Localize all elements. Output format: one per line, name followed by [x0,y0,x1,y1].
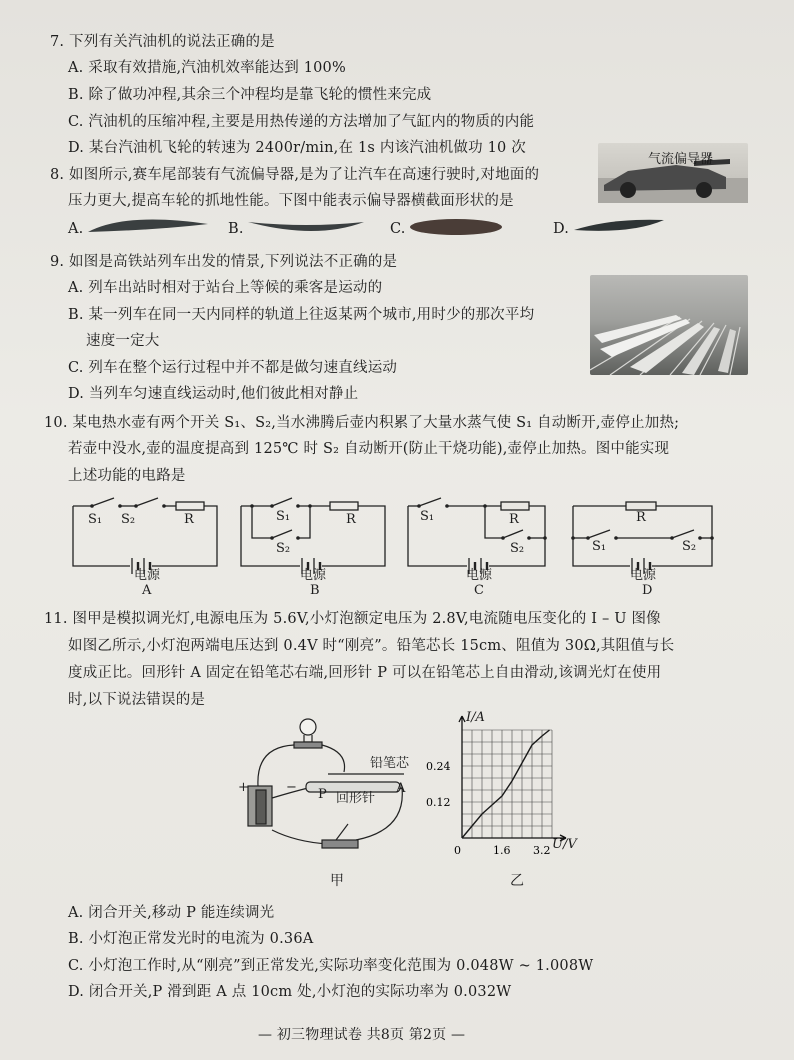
q8-option-b: B. [228,221,244,237]
q9-option-b-line2: 速度一定大 [86,333,160,349]
circuit-a-r: R [184,512,194,527]
q9-option-a: A. 列车出站时相对于站台上等候的乘客是运动的 [68,280,383,296]
q7-option-d: D. 某台汽油机飞轮的转速为 2400r/min,在 1s 内该汽油机做功 10 次 [68,140,526,156]
fig-plus-label: + [238,780,249,795]
circuit-d-s1: S₁ [592,539,607,554]
circuit-c-s1: S₁ [420,509,435,524]
circuit-d-source: 电源 [630,568,657,583]
fig-p-label: P [318,787,327,802]
airfoil-d-icon [572,216,667,238]
q7-option-a: A. 采取有效措施,汽油机效率能达到 100% [68,60,346,76]
x-tick-label: 1.6 [493,844,511,857]
spoiler-label: 气流偏导器 [648,152,714,167]
q7-stem: 7. 下列有关汽油机的说法正确的是 [50,34,275,50]
q8-stem-2: 压力更大,提高车轮的抓地性能。下图中能表示偏导器横截面形状的是 [68,193,514,209]
circuit-c-label: C [474,583,484,598]
q7-option-c: C. 汽油机的压缩冲程,主要是用热传递的方法增加了气缸内的物质的内能 [68,114,535,130]
q11-option-a: A. 闭合开关,移动 P 能连续调光 [68,905,275,921]
airfoil-a-icon [86,216,211,238]
x-tick-label: 3.2 [533,844,551,857]
q9-option-d: D. 当列车匀速直线运动时,他们彼此相对静止 [68,386,359,402]
q8-option-d: D. [553,221,570,237]
circuit-d-label: D [642,583,653,598]
circuit-a-source: 电源 [134,568,161,583]
fig-minus-label: − [286,780,297,795]
q7-option-b: B. 除了做功冲程,其余三个冲程均是靠飞轮的惯性来完成 [68,87,432,103]
fig-jia-label: 甲 [330,873,344,889]
q11-stem-4: 时,以下说法错误的是 [68,692,206,708]
circuit-a-label: A [142,583,152,598]
page-footer: — 初三物理试卷 共8页 第2页 — [258,1027,466,1043]
y-tick-label: 0.24 [426,760,451,773]
chart-y-label: I/A [466,710,485,725]
circuit-d-r: R [636,510,646,525]
chart-x-label: U/V [552,837,577,852]
airfoil-b-icon [246,216,366,238]
q11-stem-1: 11. 图甲是模拟调光灯,电源电压为 5.6V,小灯泡额定电压为 2.8V,电流随电压变化的 I – U 图像 [44,611,661,627]
q11-option-c: C. 小灯泡工作时,从“刚亮”到正常发光,实际功率变化范围为 0.048W ~ 1.008W [68,958,594,974]
q9-stem: 9. 如图是高铁站列车出发的情景,下列说法不正确的是 [50,254,398,270]
fig-yi-label: 乙 [510,873,524,889]
q11-stem-3: 度成正比。回形针 A 固定在铅笔芯右端,回形针 P 可以在铅笔芯上自由滑动,该调光灯在使用 [68,665,662,681]
fig-a-label: A [396,781,406,796]
fig-clip-label: 回形针 [336,791,376,806]
circuit-a-s2: S₂ [121,512,136,527]
circuit-c-s2: S₂ [510,541,525,556]
circuit-c-r: R [509,512,519,527]
train-icon [590,275,748,375]
dimmer-circuit-figure [236,712,414,860]
train-station-photo [590,275,748,375]
circuit-b-s2: S₂ [276,541,291,556]
fig-pencil-label: 铅笔芯 [370,756,410,771]
circuit-b-source: 电源 [300,568,327,583]
q11-option-d: D. 闭合开关,P 滑到距 A 点 10cm 处,小灯泡的实际功率为 0.032W [68,984,512,1000]
q11-stem-2: 如图乙所示,小灯泡两端电压达到 0.4V 时“刚亮”。铅笔芯长 15cm、阻值为 30Ω,其阻值与长 [68,638,675,654]
circuit-c-source: 电源 [466,568,493,583]
q8-option-a: A. [68,221,84,237]
airfoil-c-icon [406,216,506,238]
iu-curve [462,730,550,838]
q8-option-c: C. [390,221,406,237]
q9-option-b-line1: B. 某一列车在同一天内同样的轨道上往返某两个城市,用时少的那次平均 [68,307,535,323]
x-tick-label: 0 [454,844,461,857]
circuit-b-label: B [310,583,320,598]
q10-stem-3: 上述功能的电路是 [68,468,186,484]
circuit-b-r: R [346,512,356,527]
circuit-b-s1: S₁ [276,509,291,524]
q9-option-c: C. 列车在整个运行过程中并不都是做匀速直线运动 [68,360,398,376]
circuit-a-s1: S₁ [88,512,103,527]
q11-option-b: B. 小灯泡正常发光时的电流为 0.36A [68,931,314,947]
q8-stem-1: 8. 如图所示,赛车尾部装有气流偏导器,是为了让汽车在高速行驶时,对地面的 [50,167,540,183]
q10-stem-2: 若壶中没水,壶的温度提高到 125℃ 时 S₂ 自动断开(防止干烧功能),壶停止加热。图中能实现 [68,441,670,457]
q10-stem-1: 10. 某电热水壶有两个开关 S₁、S₂,当水沸腾后壶内积累了大量水蒸气使 S₁ 自动断开,壶停止加热; [44,415,680,431]
y-tick-label: 0.12 [426,796,451,809]
circuit-d-s2: S₂ [682,539,697,554]
